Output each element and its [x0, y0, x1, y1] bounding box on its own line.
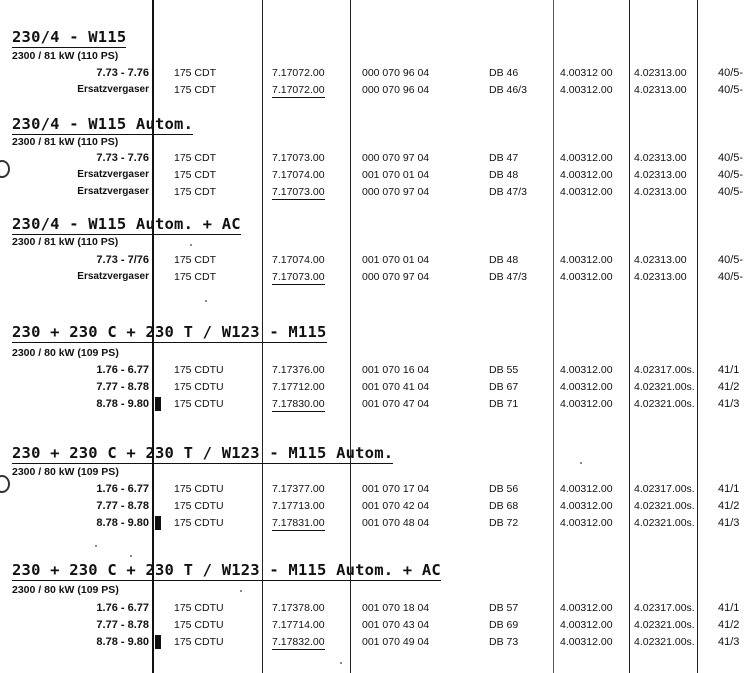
carburetor-type: 175 CDT — [174, 271, 217, 283]
db-code: DB 46/3 — [489, 84, 527, 96]
db-code: DB 57 — [489, 602, 519, 614]
column-rule — [629, 0, 630, 673]
carburetor-type: 175 CDT — [174, 84, 217, 96]
page-ref: 41/3 — [718, 517, 740, 529]
reference-number: 001 070 01 04 — [362, 254, 430, 266]
table-row — [0, 83, 750, 100]
kit-number-2: 4.02317.00s. — [634, 483, 695, 495]
page-ref: 41/1 — [718, 602, 740, 614]
date-range: 8.78 - 9.80 — [96, 398, 149, 410]
carburetor-type: 175 CDTU — [174, 517, 224, 529]
page-ref: 40/5- — [718, 67, 744, 79]
kit-number: 4.00312.00 — [560, 619, 613, 631]
table-row — [0, 168, 750, 185]
kit-number-2: 4.02313.00 — [634, 169, 687, 181]
part-number: 7.17830.00 — [272, 398, 325, 410]
date-range: 7.77 - 8.78 — [96, 619, 149, 631]
carburetor-type: 175 CDT — [174, 186, 217, 198]
kit-number: 4.00312.00 — [560, 483, 613, 495]
table-row — [0, 499, 750, 516]
table-row — [0, 618, 750, 635]
table-row — [0, 380, 750, 397]
db-code: DB 47/3 — [489, 186, 527, 198]
model-title: 230 + 230 C + 230 T / W123 - M115 Autom. + AC — [12, 561, 441, 579]
db-code: DB 48 — [489, 254, 519, 266]
date-range: Ersatzvergaser — [77, 169, 149, 180]
scan-speck — [130, 555, 132, 557]
kit-number-2: 4.02313.00 — [634, 186, 687, 198]
kit-number: 4.00312.00 — [560, 254, 613, 266]
date-range: 1.76 - 6.77 — [96, 364, 149, 376]
part-number: 7.17832.00 — [272, 636, 325, 648]
db-code: DB 46 — [489, 67, 519, 79]
db-code: DB 55 — [489, 364, 519, 376]
carburetor-type: 175 CDTU — [174, 364, 224, 376]
engine-power: 2300 / 80 kW (109 PS) — [12, 584, 119, 596]
part-number: 7.17072.00 — [272, 84, 325, 96]
table-row — [0, 66, 750, 83]
kit-number-2: 4.02321.00s. — [634, 619, 695, 631]
reference-number: 001 070 17 04 — [362, 483, 430, 495]
kit-number: 4.00312.00 — [560, 186, 613, 198]
table-row — [0, 516, 750, 533]
table-row — [0, 363, 750, 380]
model-title: 230 + 230 C + 230 T / W123 - M115 Autom. — [12, 444, 394, 462]
table-row — [0, 397, 750, 414]
table-row — [0, 482, 750, 499]
scan-speck — [240, 590, 242, 592]
part-number: 7.17073.00 — [272, 186, 325, 198]
part-number: 7.17072.00 — [272, 67, 325, 79]
kit-number-2: 4.02321.00s. — [634, 517, 695, 529]
db-code: DB 48 — [489, 169, 519, 181]
date-range: 1.76 - 6.77 — [96, 483, 149, 495]
marker-bar — [155, 516, 161, 530]
reference-number: 000 070 96 04 — [362, 84, 430, 96]
kit-number-2: 4.02313.00 — [634, 152, 687, 164]
table-row — [0, 185, 750, 202]
reference-number: 001 070 48 04 — [362, 517, 430, 529]
carburetor-type: 175 CDT — [174, 169, 217, 181]
page-ref: 40/5- — [718, 169, 744, 181]
date-range: 7.77 - 8.78 — [96, 500, 149, 512]
scan-speck — [95, 545, 97, 547]
marker-bar — [155, 635, 161, 649]
db-code: DB 69 — [489, 619, 519, 631]
reference-number: 000 070 97 04 — [362, 152, 430, 164]
carburetor-type: 175 CDTU — [174, 500, 224, 512]
kit-number: 4.00312.00 — [560, 602, 613, 614]
part-number: 7.17073.00 — [272, 271, 325, 283]
date-range: 1.76 - 6.77 — [96, 602, 149, 614]
page-ref: 41/1 — [718, 364, 740, 376]
engine-power: 2300 / 81 kW (110 PS) — [12, 136, 119, 148]
reference-number: 001 070 41 04 — [362, 381, 430, 393]
reference-number: 001 070 43 04 — [362, 619, 430, 631]
table-row — [0, 635, 750, 652]
model-title: 230/4 - W115 Autom. — [12, 115, 194, 133]
carburetor-type: 175 CDTU — [174, 381, 224, 393]
db-code: DB 56 — [489, 483, 519, 495]
column-rule — [697, 0, 698, 673]
reference-number: 001 070 47 04 — [362, 398, 430, 410]
date-range: 7.77 - 8.78 — [96, 381, 149, 393]
reference-number: 001 070 18 04 — [362, 602, 430, 614]
page-ref: 40/5- — [718, 84, 744, 96]
reference-number: 001 070 01 04 — [362, 169, 430, 181]
reference-number: 000 070 97 04 — [362, 186, 430, 198]
date-range: Ersatzvergaser — [77, 271, 149, 282]
db-code: DB 72 — [489, 517, 519, 529]
reference-number: 001 070 42 04 — [362, 500, 430, 512]
page-ref: 41/3 — [718, 636, 740, 648]
model-title: 230/4 - W115 Autom. + AC — [12, 215, 241, 233]
kit-number: 4.00312.00 — [560, 364, 613, 376]
part-number: 7.17712.00 — [272, 381, 325, 393]
db-code: DB 47/3 — [489, 271, 527, 283]
db-code: DB 68 — [489, 500, 519, 512]
page-ref: 41/2 — [718, 500, 740, 512]
kit-number-2: 4.02321.00s. — [634, 500, 695, 512]
kit-number: 4.00312 00 — [560, 67, 613, 79]
kit-number-2: 4.02317.00s. — [634, 602, 695, 614]
reference-number: 001 070 49 04 — [362, 636, 430, 648]
part-number: 7.17377.00 — [272, 483, 325, 495]
db-code: DB 73 — [489, 636, 519, 648]
model-title: 230 + 230 C + 230 T / W123 - M115 — [12, 323, 327, 341]
db-code: DB 67 — [489, 381, 519, 393]
page-ref: 40/5- — [718, 152, 744, 164]
carburetor-type: 175 CDT — [174, 67, 217, 79]
page-ref: 40/5- — [718, 271, 744, 283]
page-ref: 40/5- — [718, 186, 744, 198]
table-row — [0, 270, 750, 287]
carburetor-type: 175 CDT — [174, 254, 217, 266]
kit-number-2: 4.02313.00 — [634, 84, 687, 96]
date-range: Ersatzvergaser — [77, 186, 149, 197]
kit-number: 4.00312.00 — [560, 152, 613, 164]
carburetor-type: 175 CDTU — [174, 483, 224, 495]
part-number: 7.17074.00 — [272, 254, 325, 266]
engine-power: 2300 / 80 kW (109 PS) — [12, 347, 119, 359]
reference-number: 001 070 16 04 — [362, 364, 430, 376]
kit-number-2: 4.02313.00 — [634, 67, 687, 79]
engine-power: 2300 / 81 kW (110 PS) — [12, 236, 119, 248]
db-code: DB 47 — [489, 152, 519, 164]
kit-number: 4.00312.00 — [560, 636, 613, 648]
scan-speck — [340, 662, 342, 664]
date-range: Ersatzvergaser — [77, 84, 149, 95]
part-number: 7.17714.00 — [272, 619, 325, 631]
page-ref: 40/5- — [718, 254, 744, 266]
engine-power: 2300 / 81 kW (110 PS) — [12, 50, 119, 62]
kit-number: 4.00312.00 — [560, 500, 613, 512]
kit-number-2: 4.02321.00s. — [634, 398, 695, 410]
kit-number-2: 4.02313.00 — [634, 271, 687, 283]
reference-number: 000 070 97 04 — [362, 271, 430, 283]
kit-number-2: 4.02313.00 — [634, 254, 687, 266]
page-ref: 41/2 — [718, 619, 740, 631]
date-range: 8.78 - 9.80 — [96, 517, 149, 529]
page-ref: 41/1 — [718, 483, 740, 495]
part-number: 7.17073.00 — [272, 152, 325, 164]
table-row — [0, 601, 750, 618]
date-range: 7.73 - 7.76 — [96, 67, 149, 79]
db-code: DB 71 — [489, 398, 519, 410]
kit-number: 4.00312.00 — [560, 271, 613, 283]
carburetor-type: 175 CDTU — [174, 398, 224, 410]
carburetor-type: 175 CDTU — [174, 602, 224, 614]
part-number: 7.17713.00 — [272, 500, 325, 512]
date-range: 8.78 - 9.80 — [96, 636, 149, 648]
carburetor-type: 175 CDT — [174, 152, 217, 164]
date-range: 7.73 - 7.76 — [96, 152, 149, 164]
part-number: 7.17831.00 — [272, 517, 325, 529]
column-rule — [553, 0, 554, 673]
marker-bar — [155, 397, 161, 411]
page-ref: 41/3 — [718, 398, 740, 410]
part-number: 7.17378.00 — [272, 602, 325, 614]
kit-number: 4.00312.00 — [560, 398, 613, 410]
kit-number: 4.00312.00 — [560, 381, 613, 393]
kit-number-2: 4.02317.00s. — [634, 364, 695, 376]
engine-power: 2300 / 80 kW (109 PS) — [12, 466, 119, 478]
scan-speck — [580, 462, 582, 464]
carburetor-type: 175 CDTU — [174, 619, 224, 631]
model-title: 230/4 - W115 — [12, 28, 127, 46]
kit-number: 4.00312.00 — [560, 169, 613, 181]
kit-number: 4.00312.00 — [560, 84, 613, 96]
page-ref: 41/2 — [718, 381, 740, 393]
part-number: 7.17074.00 — [272, 169, 325, 181]
scan-speck — [205, 300, 207, 302]
kit-number: 4.00312.00 — [560, 517, 613, 529]
reference-number: 000 070 96 04 — [362, 67, 430, 79]
scan-speck — [190, 244, 192, 246]
table-row — [0, 253, 750, 270]
table-row — [0, 151, 750, 168]
kit-number-2: 4.02321.00s. — [634, 381, 695, 393]
carburetor-type: 175 CDTU — [174, 636, 224, 648]
date-range: 7.73 - 7/76 — [96, 254, 149, 266]
kit-number-2: 4.02321.00s. — [634, 636, 695, 648]
part-number: 7.17376.00 — [272, 364, 325, 376]
